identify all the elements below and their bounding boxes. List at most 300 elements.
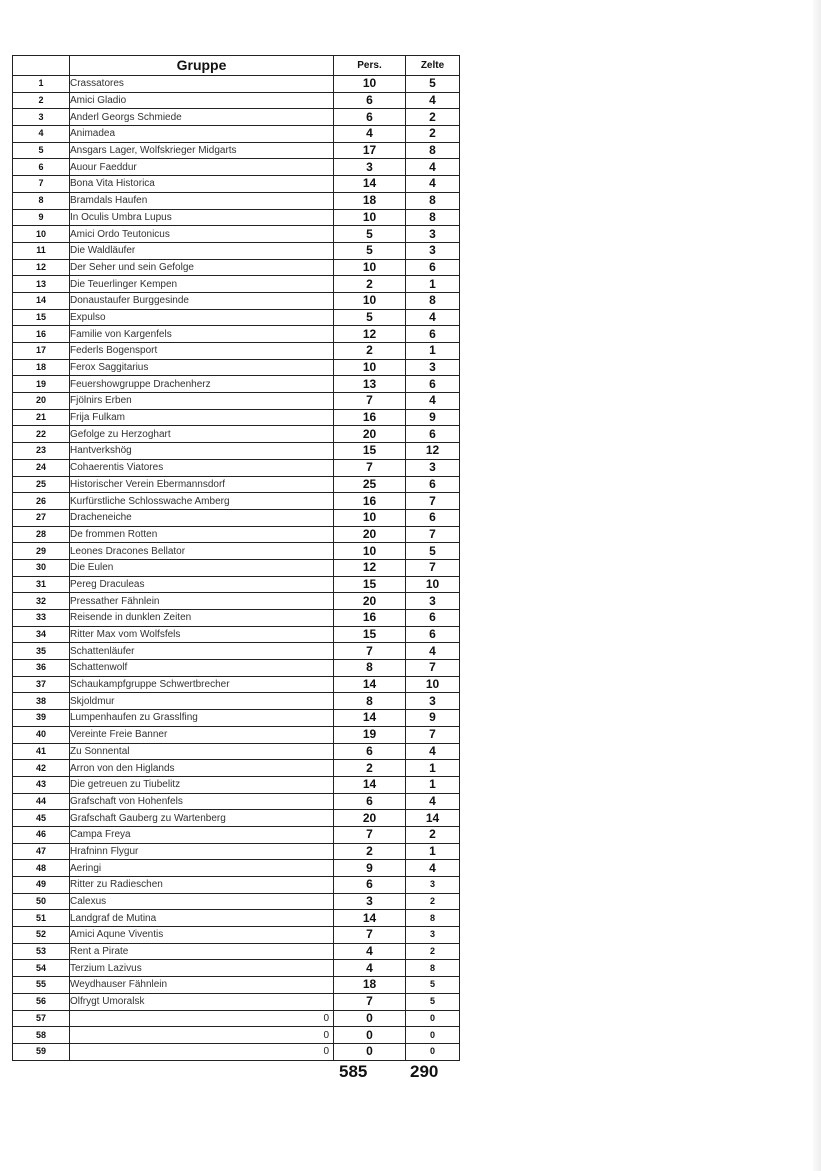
row-group-name: Zu Sonnental <box>70 743 334 760</box>
row-persons: 10 <box>334 359 406 376</box>
row-number: 52 <box>13 927 70 944</box>
table-row <box>13 142 460 159</box>
table-row <box>13 376 460 393</box>
table-row <box>13 509 460 526</box>
table-row <box>13 1027 460 1044</box>
row-persons: 4 <box>334 126 406 143</box>
row-persons: 18 <box>334 977 406 994</box>
row-number: 21 <box>13 409 70 426</box>
row-persons: 8 <box>334 660 406 677</box>
table-row <box>13 359 460 376</box>
row-tents: 4 <box>406 92 460 109</box>
row-number: 22 <box>13 426 70 443</box>
row-number: 36 <box>13 660 70 677</box>
table-row <box>13 760 460 777</box>
table-row <box>13 943 460 960</box>
header-tents: Zelte <box>406 56 460 76</box>
row-group-name: Amici Gladio <box>70 92 334 109</box>
table-row <box>13 209 460 226</box>
row-tents: 8 <box>406 292 460 309</box>
row-tents: 8 <box>406 960 460 977</box>
table-row <box>13 109 460 126</box>
table-row <box>13 176 460 193</box>
row-persons: 4 <box>334 960 406 977</box>
table-row <box>13 743 460 760</box>
row-tents: 5 <box>406 993 460 1010</box>
row-number: 43 <box>13 776 70 793</box>
row-group-name: Skjoldmur <box>70 693 334 710</box>
row-persons: 2 <box>334 760 406 777</box>
participant-table <box>12 55 460 1061</box>
table-row <box>13 92 460 109</box>
row-number: 24 <box>13 459 70 476</box>
row-number: 3 <box>13 109 70 126</box>
row-tents: 7 <box>406 526 460 543</box>
row-tents: 4 <box>406 393 460 410</box>
table-row <box>13 643 460 660</box>
row-tents: 3 <box>406 693 460 710</box>
row-number: 13 <box>13 276 70 293</box>
row-number: 2 <box>13 92 70 109</box>
row-persons: 3 <box>334 893 406 910</box>
row-persons: 12 <box>334 559 406 576</box>
row-tents: 8 <box>406 209 460 226</box>
row-group-name: Ritter zu Radieschen <box>70 877 334 894</box>
row-tents: 6 <box>406 509 460 526</box>
row-group-name: Der Seher und sein Gefolge <box>70 259 334 276</box>
row-tents: 5 <box>406 543 460 560</box>
row-persons: 6 <box>334 109 406 126</box>
row-number: 49 <box>13 877 70 894</box>
row-group-name: Leones Dracones Bellator <box>70 543 334 560</box>
row-group-name: Amici Aqune Viventis <box>70 927 334 944</box>
row-group-name: Schattenläufer <box>70 643 334 660</box>
row-number: 7 <box>13 176 70 193</box>
row-tents: 3 <box>406 242 460 259</box>
row-group-name: Auour Faeddur <box>70 159 334 176</box>
row-number: 15 <box>13 309 70 326</box>
header-number <box>13 56 70 76</box>
row-number: 9 <box>13 209 70 226</box>
row-persons: 10 <box>334 509 406 526</box>
table-row <box>13 960 460 977</box>
row-persons: 14 <box>334 776 406 793</box>
row-tents: 3 <box>406 359 460 376</box>
row-tents: 3 <box>406 226 460 243</box>
table-row <box>13 126 460 143</box>
row-group-name: 0 <box>70 1027 334 1044</box>
table-row <box>13 242 460 259</box>
row-number: 26 <box>13 493 70 510</box>
row-number: 47 <box>13 843 70 860</box>
row-group-name: Weydhauser Fähnlein <box>70 977 334 994</box>
row-number: 18 <box>13 359 70 376</box>
table-row <box>13 259 460 276</box>
row-tents: 1 <box>406 760 460 777</box>
row-number: 19 <box>13 376 70 393</box>
row-group-name: Amici Ordo Teutonicus <box>70 226 334 243</box>
row-persons: 16 <box>334 409 406 426</box>
row-tents: 3 <box>406 927 460 944</box>
row-tents: 1 <box>406 776 460 793</box>
row-tents: 4 <box>406 176 460 193</box>
table-row <box>13 476 460 493</box>
row-persons: 7 <box>334 927 406 944</box>
row-persons: 16 <box>334 493 406 510</box>
row-group-name: Anderl Georgs Schmiede <box>70 109 334 126</box>
table-row <box>13 393 460 410</box>
row-group-name: Schattenwolf <box>70 660 334 677</box>
row-tents: 7 <box>406 493 460 510</box>
table-row <box>13 626 460 643</box>
table-row <box>13 409 460 426</box>
row-tents: 3 <box>406 459 460 476</box>
row-tents: 9 <box>406 710 460 727</box>
row-persons: 10 <box>334 292 406 309</box>
table-row <box>13 610 460 627</box>
table-row <box>13 910 460 927</box>
row-tents: 12 <box>406 443 460 460</box>
row-tents: 2 <box>406 826 460 843</box>
table-row <box>13 292 460 309</box>
row-number: 51 <box>13 910 70 927</box>
row-persons: 10 <box>334 209 406 226</box>
row-number: 33 <box>13 610 70 627</box>
row-persons: 13 <box>334 376 406 393</box>
row-tents: 14 <box>406 810 460 827</box>
page-edge <box>813 0 821 1171</box>
row-persons: 14 <box>334 676 406 693</box>
row-tents: 10 <box>406 576 460 593</box>
row-number: 10 <box>13 226 70 243</box>
row-persons: 20 <box>334 810 406 827</box>
table-row <box>13 977 460 994</box>
row-number: 25 <box>13 476 70 493</box>
row-persons: 9 <box>334 860 406 877</box>
row-tents: 4 <box>406 159 460 176</box>
row-group-name: Bona Vita Historica <box>70 176 334 193</box>
row-tents: 5 <box>406 76 460 93</box>
row-group-name: Gefolge zu Herzoghart <box>70 426 334 443</box>
table-row <box>13 1043 460 1060</box>
row-group-name: Arron von den Higlands <box>70 760 334 777</box>
row-number: 16 <box>13 326 70 343</box>
table-row <box>13 843 460 860</box>
row-group-name: Vereinte Freie Banner <box>70 726 334 743</box>
row-group-name: Pressather Fähnlein <box>70 593 334 610</box>
row-group-name: Die Eulen <box>70 559 334 576</box>
row-number: 54 <box>13 960 70 977</box>
row-persons: 8 <box>334 693 406 710</box>
row-group-name: Cohaerentis Viatores <box>70 459 334 476</box>
row-number: 4 <box>13 126 70 143</box>
row-persons: 15 <box>334 626 406 643</box>
row-number: 42 <box>13 760 70 777</box>
row-number: 31 <box>13 576 70 593</box>
row-number: 38 <box>13 693 70 710</box>
row-persons: 18 <box>334 192 406 209</box>
table-row <box>13 726 460 743</box>
row-group-name: Landgraf de Mutina <box>70 910 334 927</box>
header-group: Gruppe <box>70 56 334 76</box>
row-group-name: Expulso <box>70 309 334 326</box>
row-persons: 20 <box>334 593 406 610</box>
row-number: 50 <box>13 893 70 910</box>
row-persons: 12 <box>334 326 406 343</box>
table-row <box>13 893 460 910</box>
row-number: 39 <box>13 710 70 727</box>
row-persons: 7 <box>334 393 406 410</box>
row-number: 53 <box>13 943 70 960</box>
row-group-name: Grafschaft von Hohenfels <box>70 793 334 810</box>
row-number: 11 <box>13 242 70 259</box>
row-tents: 6 <box>406 626 460 643</box>
table-row <box>13 276 460 293</box>
total-tents: 290 <box>410 1062 439 1081</box>
row-persons: 7 <box>334 993 406 1010</box>
table-row <box>13 593 460 610</box>
row-tents: 4 <box>406 309 460 326</box>
row-group-name: De frommen Rotten <box>70 526 334 543</box>
row-group-name: Die Teuerlinger Kempen <box>70 276 334 293</box>
table-row <box>13 576 460 593</box>
table-row <box>13 993 460 1010</box>
row-number: 41 <box>13 743 70 760</box>
row-number: 44 <box>13 793 70 810</box>
table-row <box>13 459 460 476</box>
row-tents: 4 <box>406 860 460 877</box>
row-persons: 0 <box>334 1027 406 1044</box>
row-number: 27 <box>13 509 70 526</box>
row-group-name: Dracheneiche <box>70 509 334 526</box>
row-group-name: Familie von Kargenfels <box>70 326 334 343</box>
row-tents: 6 <box>406 610 460 627</box>
row-tents: 8 <box>406 192 460 209</box>
table-row <box>13 526 460 543</box>
row-number: 57 <box>13 1010 70 1027</box>
row-tents: 7 <box>406 726 460 743</box>
table-row <box>13 493 460 510</box>
row-persons: 7 <box>334 459 406 476</box>
row-number: 40 <box>13 726 70 743</box>
row-group-name: Aeringi <box>70 860 334 877</box>
table-row <box>13 76 460 93</box>
row-number: 46 <box>13 826 70 843</box>
row-group-name: Olfrygt Umoralsk <box>70 993 334 1010</box>
row-persons: 14 <box>334 910 406 927</box>
row-number: 59 <box>13 1043 70 1060</box>
table-row <box>13 192 460 209</box>
row-tents: 6 <box>406 376 460 393</box>
row-tents: 3 <box>406 877 460 894</box>
row-persons: 6 <box>334 743 406 760</box>
row-number: 23 <box>13 443 70 460</box>
row-group-name: 0 <box>70 1043 334 1060</box>
row-persons: 4 <box>334 943 406 960</box>
row-persons: 0 <box>334 1043 406 1060</box>
table-row <box>13 826 460 843</box>
row-group-name: Ritter Max vom Wolfsfels <box>70 626 334 643</box>
row-persons: 19 <box>334 726 406 743</box>
table-row <box>13 226 460 243</box>
table-row <box>13 443 460 460</box>
row-group-name: Feuershowgruppe Drachenherz <box>70 376 334 393</box>
row-number: 48 <box>13 860 70 877</box>
row-group-name: Calexus <box>70 893 334 910</box>
row-group-name: Terzium Lazivus <box>70 960 334 977</box>
row-tents: 1 <box>406 343 460 360</box>
row-number: 45 <box>13 810 70 827</box>
row-group-name: Fjölnirs Erben <box>70 393 334 410</box>
row-tents: 8 <box>406 910 460 927</box>
row-persons: 20 <box>334 426 406 443</box>
row-persons: 7 <box>334 643 406 660</box>
row-number: 56 <box>13 993 70 1010</box>
row-tents: 0 <box>406 1027 460 1044</box>
row-number: 37 <box>13 676 70 693</box>
row-number: 8 <box>13 192 70 209</box>
row-persons: 6 <box>334 92 406 109</box>
row-persons: 2 <box>334 843 406 860</box>
row-group-name: Grafschaft Gauberg zu Wartenberg <box>70 810 334 827</box>
row-number: 32 <box>13 593 70 610</box>
row-number: 12 <box>13 259 70 276</box>
row-number: 28 <box>13 526 70 543</box>
row-persons: 20 <box>334 526 406 543</box>
row-persons: 15 <box>334 576 406 593</box>
row-persons: 3 <box>334 159 406 176</box>
row-group-name: Frija Fulkam <box>70 409 334 426</box>
table-row <box>13 660 460 677</box>
row-group-name: Die Waldläufer <box>70 242 334 259</box>
table-row <box>13 927 460 944</box>
header-persons: Pers. <box>334 56 406 76</box>
row-tents: 2 <box>406 893 460 910</box>
table-row <box>13 810 460 827</box>
row-number: 20 <box>13 393 70 410</box>
table-row <box>13 326 460 343</box>
row-persons: 6 <box>334 877 406 894</box>
row-persons: 15 <box>334 443 406 460</box>
row-tents: 6 <box>406 326 460 343</box>
row-persons: 2 <box>334 343 406 360</box>
row-tents: 10 <box>406 676 460 693</box>
row-group-name: Schaukampfgruppe Schwertbrecher <box>70 676 334 693</box>
row-tents: 0 <box>406 1010 460 1027</box>
row-persons: 17 <box>334 142 406 159</box>
row-tents: 4 <box>406 743 460 760</box>
row-persons: 14 <box>334 710 406 727</box>
row-tents: 2 <box>406 109 460 126</box>
row-group-name: In Oculis Umbra Lupus <box>70 209 334 226</box>
row-persons: 10 <box>334 543 406 560</box>
row-group-name: Pereg Draculeas <box>70 576 334 593</box>
row-number: 1 <box>13 76 70 93</box>
table-row <box>13 793 460 810</box>
table-row <box>13 159 460 176</box>
row-persons: 5 <box>334 309 406 326</box>
row-group-name: Reisende in dunklen Zeiten <box>70 610 334 627</box>
row-group-name: Die getreuen zu Tiubelitz <box>70 776 334 793</box>
row-group-name: Lumpenhaufen zu Grasslfing <box>70 710 334 727</box>
row-group-name: Rent a Pirate <box>70 943 334 960</box>
row-tents: 1 <box>406 276 460 293</box>
row-number: 58 <box>13 1027 70 1044</box>
row-tents: 3 <box>406 593 460 610</box>
row-persons: 2 <box>334 276 406 293</box>
row-tents: 2 <box>406 943 460 960</box>
row-tents: 1 <box>406 843 460 860</box>
row-tents: 4 <box>406 793 460 810</box>
table-row <box>13 309 460 326</box>
row-tents: 4 <box>406 643 460 660</box>
table-row <box>13 559 460 576</box>
table-header <box>13 56 460 76</box>
table-row <box>13 343 460 360</box>
row-number: 35 <box>13 643 70 660</box>
row-tents: 7 <box>406 559 460 576</box>
row-tents: 6 <box>406 476 460 493</box>
row-persons: 6 <box>334 793 406 810</box>
table-row <box>13 543 460 560</box>
table-row <box>13 860 460 877</box>
row-group-name: Ferox Saggitarius <box>70 359 334 376</box>
row-number: 34 <box>13 626 70 643</box>
row-group-name: Ansgars Lager, Wolfskrieger Midgarts <box>70 142 334 159</box>
row-tents: 0 <box>406 1043 460 1060</box>
table-row <box>13 710 460 727</box>
table-row <box>13 776 460 793</box>
row-group-name: 0 <box>70 1010 334 1027</box>
row-tents: 2 <box>406 126 460 143</box>
table-row <box>13 693 460 710</box>
row-tents: 9 <box>406 409 460 426</box>
header-row <box>13 56 460 76</box>
row-persons: 5 <box>334 226 406 243</box>
row-number: 6 <box>13 159 70 176</box>
row-tents: 6 <box>406 426 460 443</box>
row-group-name: Historischer Verein Ebermannsdorf <box>70 476 334 493</box>
row-number: 29 <box>13 543 70 560</box>
table-row <box>13 1010 460 1027</box>
row-number: 17 <box>13 343 70 360</box>
row-persons: 16 <box>334 610 406 627</box>
row-number: 5 <box>13 142 70 159</box>
table-row <box>13 676 460 693</box>
row-persons: 0 <box>334 1010 406 1027</box>
row-tents: 6 <box>406 259 460 276</box>
row-group-name: Bramdals Haufen <box>70 192 334 209</box>
row-group-name: Hantverkshög <box>70 443 334 460</box>
row-tents: 7 <box>406 660 460 677</box>
row-group-name: Kurfürstliche Schlosswache Amberg <box>70 493 334 510</box>
row-persons: 7 <box>334 826 406 843</box>
row-persons: 10 <box>334 259 406 276</box>
total-persons: 585 <box>339 1062 368 1081</box>
row-number: 30 <box>13 559 70 576</box>
row-group-name: Crassatores <box>70 76 334 93</box>
row-tents: 5 <box>406 977 460 994</box>
table-row <box>13 877 460 894</box>
row-group-name: Animadea <box>70 126 334 143</box>
row-tents: 8 <box>406 142 460 159</box>
row-group-name: Hrafninn Flygur <box>70 843 334 860</box>
row-group-name: Campa Freya <box>70 826 334 843</box>
row-group-name: Donaustaufer Burggesinde <box>70 292 334 309</box>
table-row <box>13 426 460 443</box>
row-number: 14 <box>13 292 70 309</box>
table-body <box>13 76 460 1061</box>
